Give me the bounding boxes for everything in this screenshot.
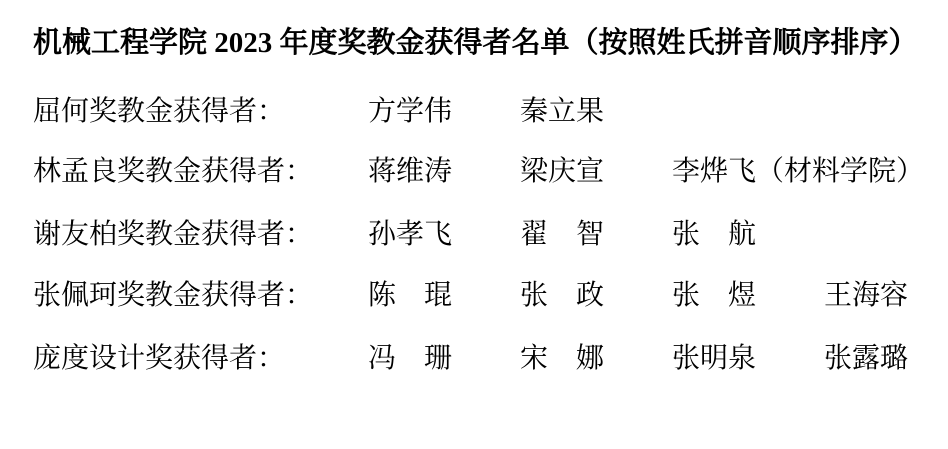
recipient-name: 张 政 — [520, 280, 605, 311]
recipient-name: 孙孝飞 — [368, 219, 453, 250]
recipient-name: 张 煜 — [672, 280, 757, 311]
recipient-name: 蒋维涛 — [368, 156, 453, 187]
recipient-name: 李烨飞（材料学院） — [672, 156, 925, 187]
recipient-name: 张明泉 — [672, 343, 757, 374]
recipient-name: 冯 珊 — [368, 343, 453, 374]
award-row-quhe — [33, 97, 604, 127]
award-row-xieyoubai — [33, 220, 756, 250]
recipient-name: 梁庆宣 — [520, 156, 605, 187]
recipient-name: 宋 娜 — [520, 343, 605, 374]
award-row-pangdu-design — [33, 344, 908, 374]
recipient-name: 陈 琨 — [368, 280, 453, 311]
recipient-name: 翟 智 — [520, 219, 605, 250]
award-label: 张佩珂奖教金获得者： — [33, 280, 314, 311]
document-title: 机械工程学院 2023 年度奖教金获得者名单（按照姓氏拼音顺序排序） — [33, 27, 918, 59]
recipient-name: 王海容 — [824, 280, 909, 311]
award-label: 屈何奖教金获得者： — [33, 96, 286, 127]
recipient-name: 秦立果 — [520, 96, 605, 127]
award-label: 林孟良奖教金获得者： — [33, 156, 314, 187]
recipient-name: 张露璐 — [824, 343, 909, 374]
award-label: 庞度设计奖获得者： — [33, 343, 286, 374]
award-label: 谢友柏奖教金获得者： — [33, 219, 314, 250]
award-row-linmengliang — [33, 157, 924, 187]
recipient-name: 方学伟 — [368, 96, 453, 127]
award-row-zhangpeike — [33, 281, 908, 311]
recipient-name: 张 航 — [672, 219, 757, 250]
